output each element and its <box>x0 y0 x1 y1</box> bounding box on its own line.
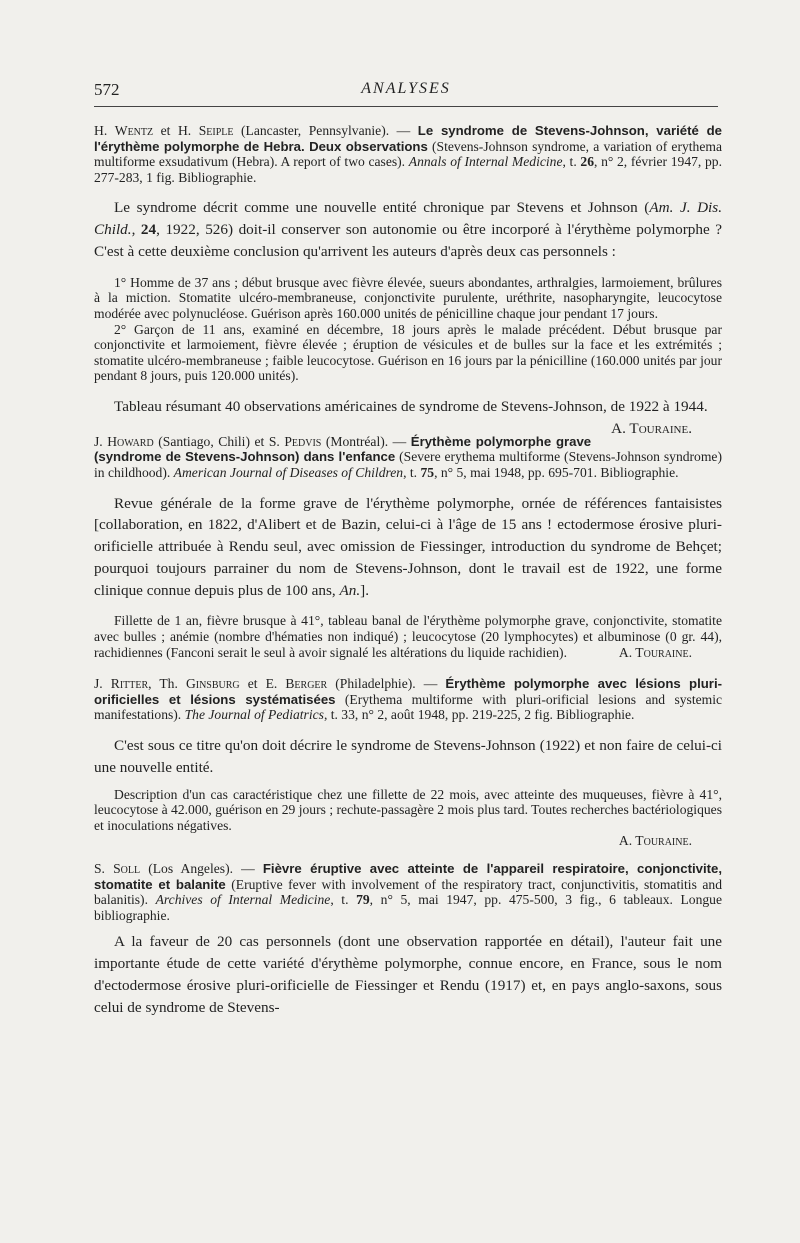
reviewer-signature: A. Touraine. <box>618 833 692 849</box>
article-title: Érythème polymorphe avec lésions pluri-orificielles et lésions systématisées <box>94 676 722 707</box>
page-header <box>94 80 718 107</box>
journal-name: Archives of Internal Medicine <box>155 892 331 908</box>
case-description: Fillette de 1 an, fièvre brusque à 41°, tableau banal de l'érythème polymorphe grave, conjonctivite, stomatite avec bulles ; anémie (nombre d'hématies non indiqué) ; leucocytose (20 lymphocytes) et albuminose (0 gr. 44), rachidiennes (Fanconi serait le seul à avoir signalé les altérations du liquide rachidien). A. Touraine. <box>94 613 722 660</box>
author-name: Soll <box>113 861 141 877</box>
running-head: ANALYSES <box>361 80 451 97</box>
article-title: Fièvre éruptive avec atteinte de l'appareil respiratoire, conjonctivite, stomatite et balanite <box>94 861 723 892</box>
citation-1: H. Wentz et H. Seiple (Lancaster, Pennsylvanie). — Le syndrome de Stevens-Johnson, variété de l'érythème polymorphe de Hebra. Deux observations (Stevens-Johnson syndrome, a variation of erythema multiforme exsudativum (Hebra). A report of two cases). Annals of Internal Medicine, t. 26, n° 2, février 1947, pp. 277-283, 1 fig. Bibliographie. <box>94 123 722 185</box>
review-paragraph: Le syndrome décrit comme une nouvelle entité chronique par Stevens et Johnson (Am. J. Dis. Child., 24, 1922, 526) doit-il conserver son autonomie ou être incorporé à l'érythème polymorphe ? C'est à cette deuxième conclusion qu'arrivent les auteurs d'après deux cas personnels : <box>94 199 723 260</box>
review-paragraph: A la faveur de 20 cas personnels (dont une observation rapportée en détail), l'auteur fait une importante étude de cette variété d'érythème polymorphe, connue encore, en France, sous le nom d'ectodermose érosive pluri-orificielle de Fiessinger et Rendu (1917) et, en pays anglo-saxons, sous celui de syndrome de Stevens- <box>94 933 722 1016</box>
review-paragraph: C'est sous ce titre qu'on doit décrire le syndrome de Stevens-Johnson (1922) et non faire de celui-ci une nouvelle entité. <box>94 737 722 776</box>
author-name: Pedvis <box>284 433 322 449</box>
citation-2: J. Howard (Santiago, Chili) et S. Pedvis (Montréal). — Érythème polymorphe grave (syndrome de Stevens-Johnson) dans l'enfance (Severe erythema multiforme (Stevens-Johnson syndrome) in childhood). American Journal of Diseases of Children, t. 75, n° 5, mai 1948, pp. 695-701. Bibliographie. <box>94 433 722 480</box>
author-name: Seiple <box>198 123 234 138</box>
page-body <box>94 123 722 1019</box>
journal-name: Annals of Internal Medicine <box>408 154 563 170</box>
review-paragraph: Tableau résumant 40 observations américaines de syndrome de Stevens-Johnson, de 1922 à 1944. A. Touraine. <box>94 396 722 418</box>
reviewer-signature: A. Touraine. <box>611 419 692 437</box>
article-title: Érythème polymorphe grave (syndrome de Stevens-Johnson) dans l'enfance <box>94 433 592 465</box>
reviewer-signature: A. Touraine. <box>618 644 692 660</box>
case-description: Description d'un cas caractéristique chez une fillette de 22 mois, avec atteinte des muqueuses, fièvre à 41°, leucocytose à 42.000, guérison en 29 jours ; rechute-passagère 2 mois plus tard. Toutes recherches bactériologiques et inoculations négatives. <box>94 786 722 833</box>
author-name: Berger <box>285 676 328 692</box>
case-description: 1° Homme de 37 ans ; début brusque avec fièvre élevée, sueurs abondantes, arthralgies, larmoiement, brûlures à la miction. Stomatite ulcéro-membraneuse, conjonctivite purulente, uréthrite, nasopharyngite, leucocytose modérée avec polynucléose. Guérison après 160.000 unités de pénicilline chaque jour pendant 17 jours. <box>94 274 722 321</box>
author-name: Ritter <box>110 676 149 692</box>
author-name: Wentz <box>114 123 154 138</box>
citation-4: S. Soll (Los Angeles). — Fièvre éruptive avec atteinte de l'appareil respiratoire, conjonctivite, stomatite et balanite (Eruptive fever with involvement of the respiratory tract, conjunctivitis, stomatitis and balanitis). Archives of Internal Medicine, t. 79, n° 5, mai 1947, pp. 475-500, 3 fig., 6 tableaux. Longue bibliographie. <box>94 861 723 923</box>
author-name: Ginsburg <box>185 676 240 692</box>
page-number: 572 <box>94 80 120 99</box>
case-description: 2° Garçon de 11 ans, examiné en décembre, 18 jours après le malade précédent. Début brusque par conjonctivite et larmoiement, fièvre élevée ; éruption de vésicules et de bulles sur la face et les extrémités ; stomatite ulcéro-membraneuse ; faible leucocytose. Guérison en 16 jours par la pénicilline (160.000 unités par jour pendant 8 jours, puis 120.000 unités). <box>94 321 722 384</box>
journal-name: American Journal of Diseases of Children <box>173 464 404 480</box>
article-title: Le syndrome de Stevens-Johnson, variété de l'érythème polymorphe de Hebra. Deux observations <box>94 123 722 154</box>
review-paragraph: Revue générale de la forme grave de l'érythème polymorphe, ornée de références fantaisistes [collaboration, en 1822, d'Alibert et de Bazin, celui-ci à l'âge de 15 ans ! ectodermose érosive pluri-orificielle attribuée à Rendu seul, avec omission de Fiessinger, introduction du syndrome de Behçet; pourquoi toujours parrainer du nom de Stevens-Johnson, dont le travail est de 1922, une forme clinique connue depuis plus de 100 ans, An.]. <box>94 494 722 599</box>
citation-3: J. Ritter, Th. Ginsburg et E. Berger (Philadelphie). — Érythème polymorphe avec lésions pluri-orificielles et lésions systématisées (Erythema multiforme with pluri-orificial lesions and systemic manifestations). The Journal of Pediatrics, t. 33, n° 2, août 1948, pp. 219-225, 2 fig. Bibliographie. <box>94 676 723 723</box>
author-name: Howard <box>107 433 154 449</box>
journal-name: The Journal of Pediatrics <box>184 707 324 723</box>
